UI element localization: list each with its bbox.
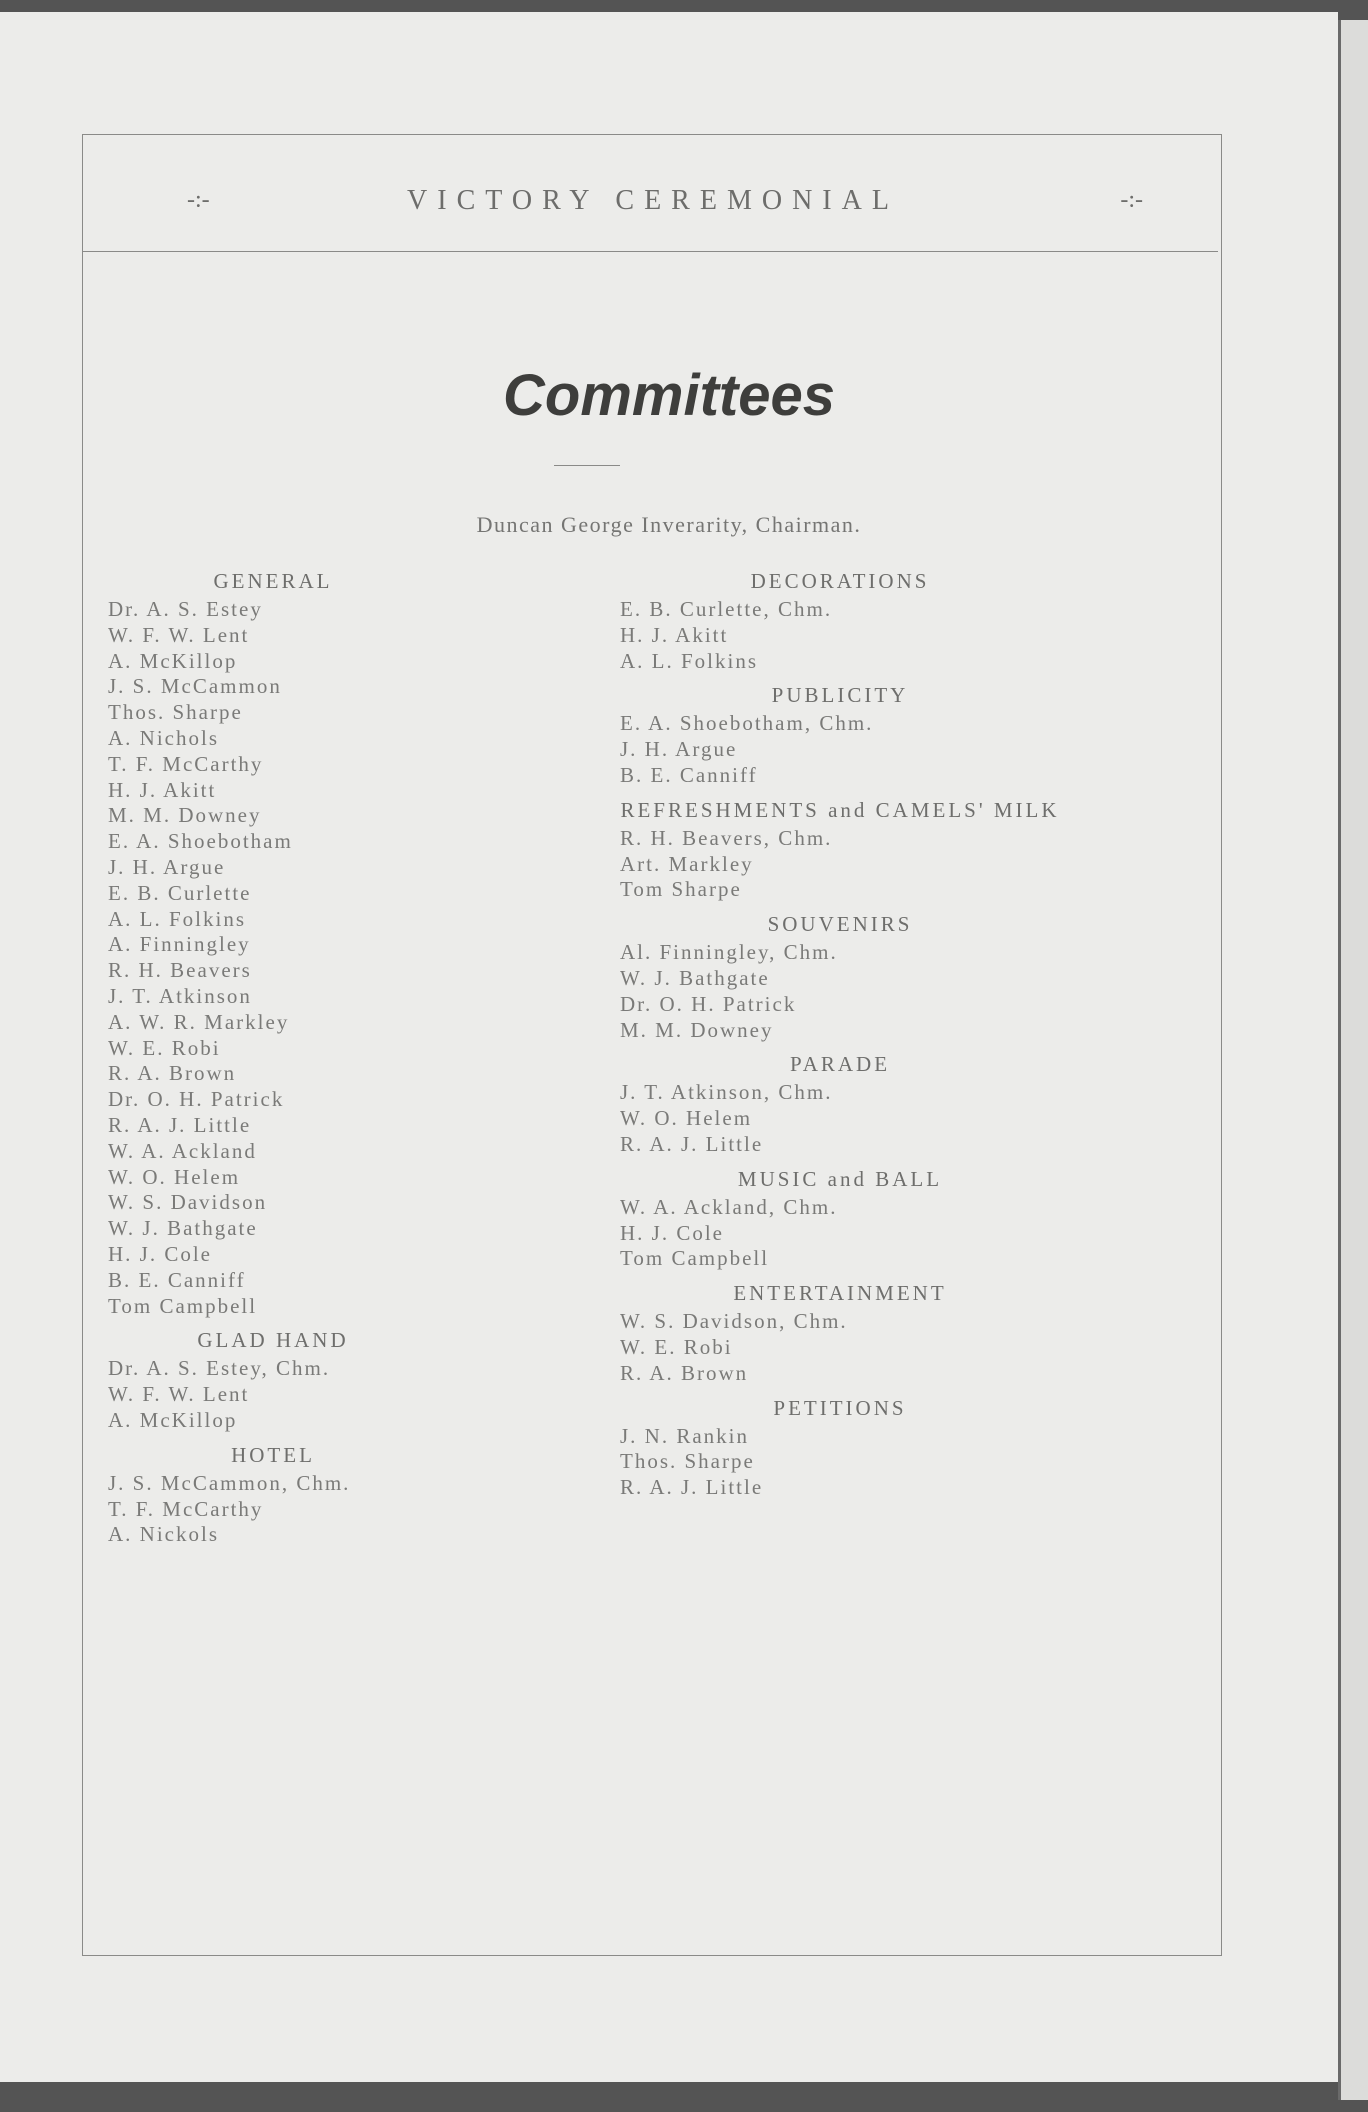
committee-member: M. M. Downey <box>620 1017 774 1042</box>
committee-member: Thos. Sharpe <box>108 700 243 725</box>
committee-member: R. A. J. Little <box>620 1131 764 1156</box>
chairman-line: Duncan George Inverarity, Chairman. <box>476 512 862 537</box>
committee-member: A. L. Folkins <box>620 648 759 673</box>
committee-title: PETITIONS <box>773 1395 907 1420</box>
committee-member: A. McKillop <box>108 648 238 673</box>
heading-divider <box>554 465 620 466</box>
committee-member: A. Nickols <box>108 1522 219 1547</box>
committee-member: Tom Campbell <box>108 1293 258 1318</box>
committee-member: E. B. Curlette, Chm. <box>620 597 833 621</box>
committee-hotel <box>108 1442 488 1548</box>
committee-member: J. H. Argue <box>108 854 226 879</box>
committee-member: J. H. Argue <box>620 737 738 762</box>
committee-member: A. Nichols <box>108 725 219 750</box>
committee-title: GENERAL <box>213 569 333 593</box>
next-page-edge <box>1338 20 1368 2100</box>
committee-member: Art. Markley <box>620 851 754 876</box>
committee-member: W. F. W. Lent <box>108 622 250 647</box>
committee-member: W. S. Davidson <box>108 1190 268 1215</box>
committee-title: SOUVENIRS <box>767 912 913 937</box>
committee-member: W. J. Bathgate <box>108 1216 258 1241</box>
committee-member: W. A. Ackland, Chm. <box>620 1194 838 1219</box>
committee-member: W. F. W. Lent <box>108 1382 250 1407</box>
committee-member: R. A. J. Little <box>108 1112 252 1137</box>
committee-member: Dr. O. H. Patrick <box>108 1087 285 1112</box>
committee-member: B. E. Canniff <box>620 762 758 787</box>
committee-title: PUBLICITY <box>771 683 909 708</box>
committee-entertainment <box>620 1280 1100 1386</box>
committee-member: W. A. Ackland <box>108 1138 257 1163</box>
committee-member: A. McKillop <box>108 1407 238 1432</box>
committee-title: DECORATIONS <box>750 569 930 593</box>
committee-member: E. A. Shoebotham <box>108 829 293 854</box>
committee-member: R. A. J. Little <box>620 1475 764 1500</box>
header-rule <box>83 251 1218 252</box>
committee-title: GLAD HAND <box>197 1328 349 1353</box>
committee-souvenirs <box>620 911 1100 1043</box>
committee-member: W. O. Helem <box>620 1106 753 1131</box>
committee-member: H. J. Akitt <box>108 777 217 802</box>
committee-member: J. N. Rankin <box>620 1423 749 1448</box>
committee-refreshments-and-camels-milk <box>620 797 1100 903</box>
committee-member: R. A. Brown <box>620 1360 749 1385</box>
header-ornament-left: -:- <box>187 187 210 213</box>
page-heading: Committees <box>503 363 835 428</box>
committee-member: A. W. R. Markley <box>108 1009 290 1034</box>
committee-member: J. T. Atkinson <box>108 983 252 1008</box>
committee-member: E. A. Shoebotham, Chm. <box>620 711 874 736</box>
header-title: VICTORY CEREMONIAL <box>407 185 899 216</box>
committee-member: J. S. McCammon <box>108 674 282 699</box>
committee-publicity <box>620 682 1100 788</box>
committee-member: W. O. Helem <box>108 1164 241 1189</box>
committee-music-and-ball <box>620 1166 1100 1272</box>
committee-member: Dr. A. S. Estey <box>108 597 263 621</box>
committee-member: B. E. Canniff <box>108 1267 246 1292</box>
committee-title: HOTEL <box>231 1442 315 1467</box>
committee-member: Dr. A. S. Estey, Chm. <box>108 1356 331 1381</box>
page-sheet <box>0 12 1338 2082</box>
committee-member: Tom Campbell <box>620 1246 770 1271</box>
committee-member: Tom Sharpe <box>620 877 742 902</box>
committee-member: T. F. McCarthy <box>108 751 264 776</box>
committee-member: R. H. Beavers <box>108 958 252 983</box>
committee-parade <box>620 1051 1100 1157</box>
committee-title: PARADE <box>789 1052 891 1077</box>
committee-member: Thos. Sharpe <box>620 1449 755 1474</box>
committee-member: J. S. McCammon, Chm. <box>108 1470 351 1495</box>
committee-member: A. L. Folkins <box>108 906 247 931</box>
committee-decorations <box>620 568 1100 674</box>
committee-title: MUSIC and BALL <box>737 1166 943 1191</box>
committee-general <box>108 568 488 1319</box>
committee-member: E. B. Curlette <box>108 880 252 905</box>
committee-member: M. M. Downey <box>108 803 262 828</box>
committee-glad-hand <box>108 1327 488 1433</box>
committee-member: Dr. O. H. Patrick <box>620 991 797 1016</box>
committee-member: Al. Finningley, Chm. <box>620 940 838 965</box>
committee-member: W. J. Bathgate <box>620 965 770 990</box>
committee-member: J. T. Atkinson, Chm. <box>620 1080 833 1105</box>
committee-member: H. J. Cole <box>620 1220 724 1245</box>
committee-member: W. E. Robi <box>108 1035 221 1060</box>
committee-title: REFRESHMENTS and CAMELS' MILK <box>620 797 1060 822</box>
committee-member: R. A. Brown <box>108 1061 237 1086</box>
committee-member: T. F. McCarthy <box>108 1496 264 1521</box>
left-column <box>108 560 488 1556</box>
committee-member: H. J. Akitt <box>620 622 729 647</box>
committee-member: A. Finningley <box>108 932 251 957</box>
committee-title: ENTERTAINMENT <box>733 1281 947 1306</box>
right-column <box>620 560 1100 1509</box>
committee-member: W. E. Robi <box>620 1334 733 1359</box>
committee-member: R. H. Beavers, Chm. <box>620 825 833 850</box>
committee-member: H. J. Cole <box>108 1241 212 1266</box>
committee-member: W. S. Davidson, Chm. <box>620 1309 848 1334</box>
running-header <box>103 185 1203 225</box>
header-ornament-right: -:- <box>1120 187 1143 213</box>
committee-petitions <box>620 1395 1100 1501</box>
